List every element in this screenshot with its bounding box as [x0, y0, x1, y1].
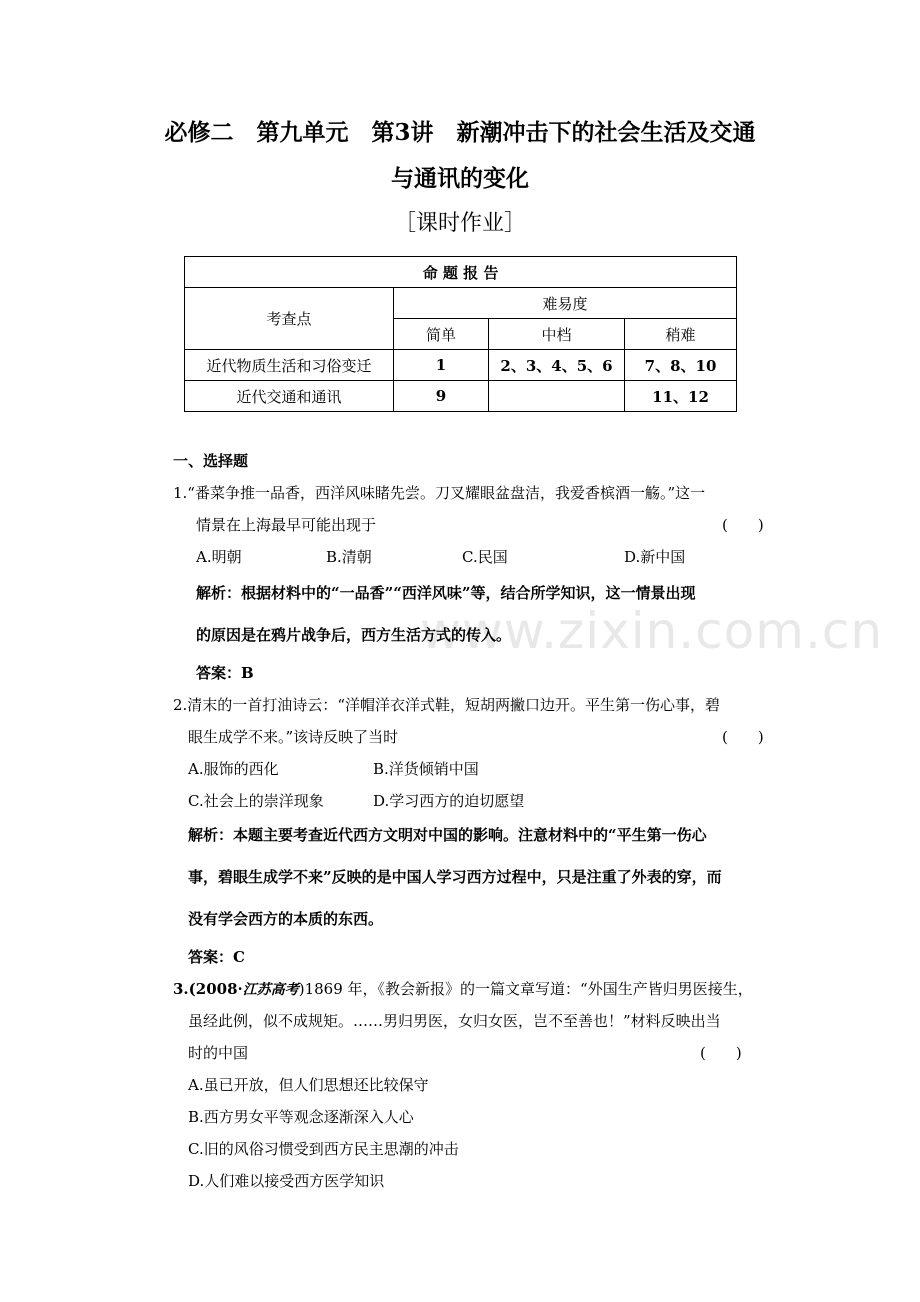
- row-easy: 9: [394, 381, 489, 412]
- q1-option-d: D.新中国: [624, 548, 686, 566]
- row-point: 近代物质生活和习俗变迁: [185, 350, 394, 381]
- row-point: 近代交通和通讯: [185, 381, 394, 412]
- report-table: [184, 256, 737, 412]
- q3-line-1: [173, 978, 753, 999]
- header-medium: 中档: [489, 319, 625, 350]
- q1-line-1: 1.“番菜争推一品香，西洋风味睹先尝。刀叉耀眼盆盘洁，我爱香槟酒一觞。”这一: [173, 484, 706, 502]
- q3-line-1-rest: )1869 年，《教会新报》的一篇文章写道：“外国生产皆归男医接生，: [298, 980, 753, 998]
- q2-paren: ( ): [722, 728, 764, 746]
- q1-option-a: A.明朝: [196, 548, 242, 566]
- row-medium: [489, 381, 625, 412]
- row-easy: 1: [394, 350, 489, 381]
- q3-paren: ( ): [700, 1044, 742, 1062]
- q1-option-b: B.清朝: [326, 548, 372, 566]
- q2-option-c: C.社会上的崇洋现象: [188, 792, 324, 810]
- q3-option-b: B.西方男女平等观念逐渐深入人心: [188, 1108, 414, 1126]
- row-medium: 2、3、4、5、6: [489, 350, 625, 381]
- q2-option-d: D.学习西方的迫切愿望: [373, 792, 525, 810]
- q2-analysis-3: 没有学会西方的本质的东西。: [188, 910, 384, 928]
- q1-analysis-2: 的原因是在鸦片战争后，西方生活方式的传入。: [196, 626, 512, 644]
- header-easy: 简单: [394, 319, 489, 350]
- title-line-2: 与通讯的变化: [391, 165, 529, 192]
- q3-line-3: 时的中国: [188, 1044, 249, 1062]
- header-exam-point: 考查点: [185, 288, 394, 350]
- row-hard: 7、8、10: [625, 350, 737, 381]
- q3-option-c: C.旧的风俗习惯受到西方民主思潮的冲击: [188, 1140, 459, 1158]
- q3-source: 江苏高考: [242, 982, 299, 998]
- q1-answer: 答案：B: [196, 664, 254, 682]
- q2-answer: 答案：C: [188, 948, 245, 966]
- q3-option-d: D.人们难以接受西方医学知识: [188, 1172, 385, 1190]
- q1-option-c: C.民国: [462, 548, 508, 566]
- section-title: 一、选择题: [173, 452, 249, 470]
- q2-analysis-2: 事，碧眼生成学不来”反映的是中国人学习西方过程中，只是注重了外表的穿，而: [188, 868, 722, 886]
- q2-option-a: A.服饰的西化: [188, 760, 279, 778]
- header-hard: 稍难: [625, 319, 737, 350]
- header-difficulty: 难易度: [394, 288, 737, 319]
- watermark: www.zixin.com.cn: [420, 602, 884, 660]
- title-line-1: 必修二 第九单元 第3讲 新潮冲击下的社会生活及交通: [164, 119, 756, 146]
- q2-option-b: B.洋货倾销中国: [373, 760, 479, 778]
- q3-prefix: 3.(2008·: [173, 980, 243, 998]
- q1-line-2: 情景在上海最早可能出现于: [196, 516, 377, 534]
- q2-analysis-1: 解析：本题主要考查近代西方文明对中国的影响。注意材料中的“平生第一伤心: [188, 826, 707, 844]
- q3-option-a: A.虽已开放，但人们思想还比较保守: [188, 1076, 429, 1094]
- q1-paren: ( ): [722, 516, 764, 534]
- q3-line-2: 虽经此例，似不成规矩。……男归男医，女归女医，岂不至善也！”材料反映出当: [188, 1012, 721, 1030]
- q1-analysis-1: 解析：根据材料中的“一品香”“西洋风味”等，结合所学知识，这一情景出现: [196, 584, 696, 602]
- subtitle: ［课时作业］: [393, 211, 526, 236]
- table-row: [185, 381, 737, 412]
- q2-line-2: 眼生成学不来。”该诗反映了当时: [188, 728, 399, 746]
- row-hard: 11、12: [625, 381, 737, 412]
- q2-line-1: 2.清末的一首打油诗云：“洋帽洋衣洋式鞋，短胡两撇口边开。平生第一伤心事，碧: [173, 696, 720, 714]
- table-row: [185, 350, 737, 381]
- table-caption: 命 题 报 告: [185, 257, 737, 288]
